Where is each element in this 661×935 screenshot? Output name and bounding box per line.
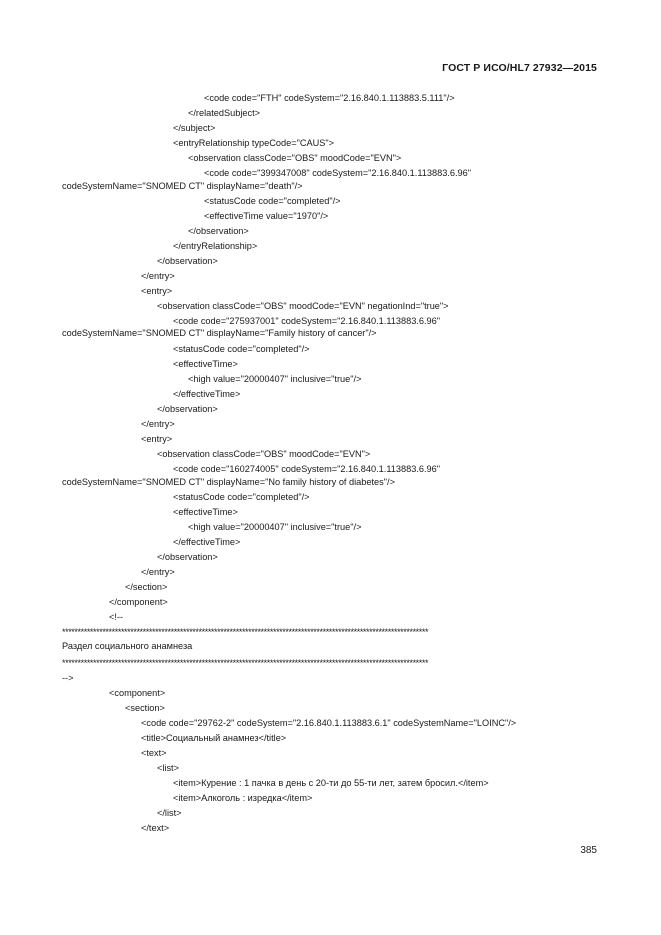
code-line: </observation> xyxy=(188,226,249,236)
code-line: <effectiveTime> xyxy=(173,507,238,517)
comment-separator: ********************************************************************************************************************** xyxy=(62,659,429,667)
code-line: <statusCode code="completed"/> xyxy=(173,344,310,354)
code-line: <title>Социальный анамнез</title> xyxy=(141,733,287,743)
code-line: <observation classCode="OBS" moodCode="EVN"> xyxy=(157,449,371,459)
code-line: <component> xyxy=(109,688,166,698)
code-line: </entry> xyxy=(141,419,175,429)
page-number: 385 xyxy=(580,845,597,856)
document-header: ГОСТ Р ИСО/HL7 27932—2015 xyxy=(442,62,597,74)
code-line: <code code="275937001" codeSystem="2.16.840.1.113883.6.96" xyxy=(173,316,441,326)
code-line: <list> xyxy=(157,763,179,773)
code-line: <high value="20000407" inclusive="true"/> xyxy=(188,522,362,532)
code-line: </observation> xyxy=(157,552,218,562)
code-line: <item>Алкоголь : изредка</item> xyxy=(173,793,313,803)
code-line: </effectiveTime> xyxy=(173,389,241,399)
code-line: </list> xyxy=(157,808,182,818)
code-line: <statusCode code="completed"/> xyxy=(204,196,341,206)
code-line: codeSystemName="SNOMED CT" displayName="No family history of diabetes"/> xyxy=(62,477,395,487)
code-line: <high value="20000407" inclusive="true"/> xyxy=(188,374,362,384)
code-line: </text> xyxy=(141,823,170,833)
code-line: <code code="399347008" codeSystem="2.16.840.1.113883.6.96" xyxy=(204,168,472,178)
code-line: <section> xyxy=(125,703,165,713)
code-line: <text> xyxy=(141,748,167,758)
code-line: <entry> xyxy=(141,434,173,444)
code-line: <item>Курение : 1 пачка в день с 20-ти до 55-ти лет, затем бросил.</item> xyxy=(173,778,489,788)
code-line: <code code="160274005" codeSystem="2.16.840.1.113883.6.96" xyxy=(173,464,441,474)
code-line: </entryRelationship> xyxy=(173,241,258,251)
code-line: <entry> xyxy=(141,286,173,296)
code-line: </subject> xyxy=(173,123,216,133)
code-line: <entryRelationship typeCode="CAUS"> xyxy=(173,138,335,148)
code-line: codeSystemName="SNOMED CT" displayName="Family history of cancer"/> xyxy=(62,328,377,338)
code-line: codeSystemName="SNOMED CT" displayName="death"/> xyxy=(62,181,303,191)
code-line: <observation classCode="OBS" moodCode="EVN"> xyxy=(188,153,402,163)
code-line: </entry> xyxy=(141,271,175,281)
code-line: </observation> xyxy=(157,256,218,266)
code-line: <observation classCode="OBS" moodCode="EVN" negationInd="true"> xyxy=(157,301,449,311)
code-line: <code code="FTH" codeSystem="2.16.840.1.113883.5.111"/> xyxy=(204,93,455,103)
comment-close: --> xyxy=(62,673,74,683)
code-line: </effectiveTime> xyxy=(173,537,241,547)
code-line: <statusCode code="completed"/> xyxy=(173,492,310,502)
comment-separator: ********************************************************************************************************************** xyxy=(62,628,429,636)
code-line: </entry> xyxy=(141,567,175,577)
code-line: <effectiveTime> xyxy=(173,359,238,369)
code-line: <effectiveTime value="1970"/> xyxy=(204,211,329,221)
comment-open: <!-- xyxy=(109,612,124,622)
code-line: <code code="29762-2" codeSystem="2.16.840.1.113883.6.1" codeSystemName="LOINC"/> xyxy=(141,718,517,728)
code-line: </relatedSubject> xyxy=(188,108,261,118)
section-comment-title: Раздел социального анамнеза xyxy=(62,641,193,651)
code-line: </component> xyxy=(109,597,168,607)
code-line: </section> xyxy=(125,582,168,592)
code-line: </observation> xyxy=(157,404,218,414)
